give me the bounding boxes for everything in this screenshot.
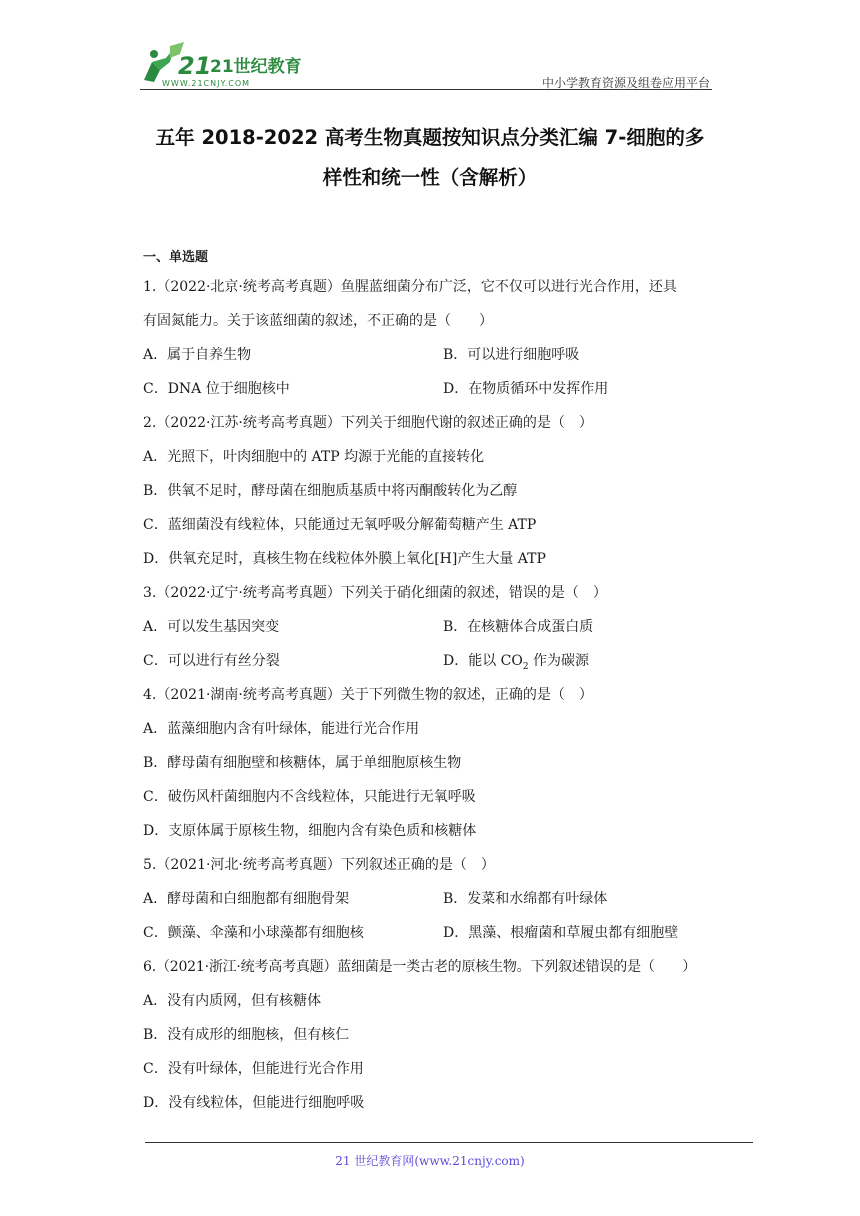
question-5-options-ab: [143, 882, 723, 916]
21cnjy-logo: [140, 40, 320, 92]
svg-text:21: 21: [178, 52, 212, 80]
option-b[interactable]: B．可以进行细胞呼吸: [443, 347, 580, 363]
option-c[interactable]: C．DNA 位于细胞核中: [143, 381, 290, 397]
option-c[interactable]: C．破伤风杆菌细胞内不含线粒体，只能进行无氧呼吸: [143, 789, 476, 805]
option-a[interactable]: A．光照下，叶肉细胞中的 ATP 均源于光能的直接转化: [143, 449, 485, 465]
header-divider: [140, 89, 712, 90]
page-header: [140, 40, 710, 92]
option-b[interactable]: B．酵母菌有细胞壁和核糖体，属于单细胞原核生物: [143, 755, 462, 771]
question-1-stem-line-2: 有固氮能力。关于该蓝细菌的叙述，不正确的是（ ）: [143, 313, 493, 329]
option-c[interactable]: C．蓝细菌没有线粒体，只能通过无氧呼吸分解葡萄糖产生 ATP: [143, 517, 537, 533]
question-3-options-ab: [143, 610, 723, 644]
option-d-text-end: 作为碳源: [528, 653, 590, 669]
option-d[interactable]: D．在物质循环中发挥作用: [443, 381, 609, 397]
option-d[interactable]: D．支原体属于原核生物，细胞内含有染色质和核糖体: [143, 823, 477, 839]
page-title: [140, 118, 720, 198]
question-6-stem: 6.（2021·浙江·统考高考真题）蓝细菌是一类古老的原核生物。下列叙述错误的是（ ）: [143, 959, 697, 975]
co2-subscript: 2: [522, 661, 529, 672]
option-b[interactable]: B．供氧不足时，酵母菌在细胞质基质中将丙酮酸转化为乙醇: [143, 483, 518, 499]
question-3-options-cd: [143, 644, 723, 678]
option-a[interactable]: A．酵母菌和白细胞都有细胞骨架: [143, 891, 350, 907]
option-c[interactable]: C．没有叶绿体，但能进行光合作用: [143, 1061, 364, 1077]
footer-link[interactable]: 21 世纪教育网(www.21cnjy.com): [335, 1154, 525, 1168]
question-list: [143, 270, 723, 1120]
option-a[interactable]: A．没有内质网，但有核糖体: [143, 993, 322, 1009]
svg-text:21世纪教育: 21世纪教育: [210, 57, 302, 77]
question-1-options-ab: [143, 338, 723, 372]
footer-divider: [145, 1142, 753, 1143]
question-3-stem: 3.（2022·辽宁·统考高考真题）下列关于硝化细菌的叙述，错误的是（ ）: [143, 585, 607, 601]
svg-text:WWW.21CNJY.COM: WWW.21CNJY.COM: [162, 79, 251, 88]
site-slogan: 中小学教育资源及组卷应用平台: [541, 76, 710, 90]
question-2-stem: 2.（2022·江苏·统考高考真题）下列关于细胞代谢的叙述正确的是（ ）: [143, 415, 593, 431]
option-c[interactable]: C．可以进行有丝分裂: [143, 653, 280, 669]
option-d[interactable]: D．供氧充足时，真核生物在线粒体外膜上氧化[H]产生大量 ATP: [143, 551, 546, 567]
option-a[interactable]: A．可以发生基因突变: [143, 619, 280, 635]
question-5-stem: 5.（2021·河北·统考高考真题）下列叙述正确的是（ ）: [143, 857, 495, 873]
section-heading: 一、单选题: [143, 250, 209, 265]
option-c[interactable]: C．颤藻、伞藻和小球藻都有细胞核: [143, 925, 364, 941]
question-1-stem-line-1: 1.（2022·北京·统考高考真题）鱼腥蓝细菌分布广泛，它不仅可以进行光合作用，还具: [143, 279, 677, 295]
title-line-2: 样性和统一性（含解析）: [322, 166, 538, 189]
title-line-1: 五年 2018-2022 高考生物真题按知识点分类汇编 7-细胞的多: [155, 126, 705, 149]
question-1-options-cd: [143, 372, 723, 406]
question-4-stem: 4.（2021·湖南·统考高考真题）关于下列微生物的叙述，正确的是（ ）: [143, 687, 593, 703]
option-b[interactable]: B．发菜和水绵都有叶绿体: [443, 891, 608, 907]
option-d-text: D．能以 CO: [443, 653, 523, 669]
option-a[interactable]: A．蓝藻细胞内含有叶绿体，能进行光合作用: [143, 721, 420, 737]
option-a[interactable]: A．属于自养生物: [143, 347, 252, 363]
option-b[interactable]: B．在核糖体合成蛋白质: [443, 619, 594, 635]
option-b[interactable]: B．没有成形的细胞核，但有核仁: [143, 1027, 350, 1043]
question-5-options-cd: [143, 916, 723, 950]
option-d[interactable]: D．没有线粒体，但能进行细胞呼吸: [143, 1095, 365, 1111]
option-d[interactable]: D．黑藻、根瘤菌和草履虫都有细胞壁: [443, 925, 679, 941]
